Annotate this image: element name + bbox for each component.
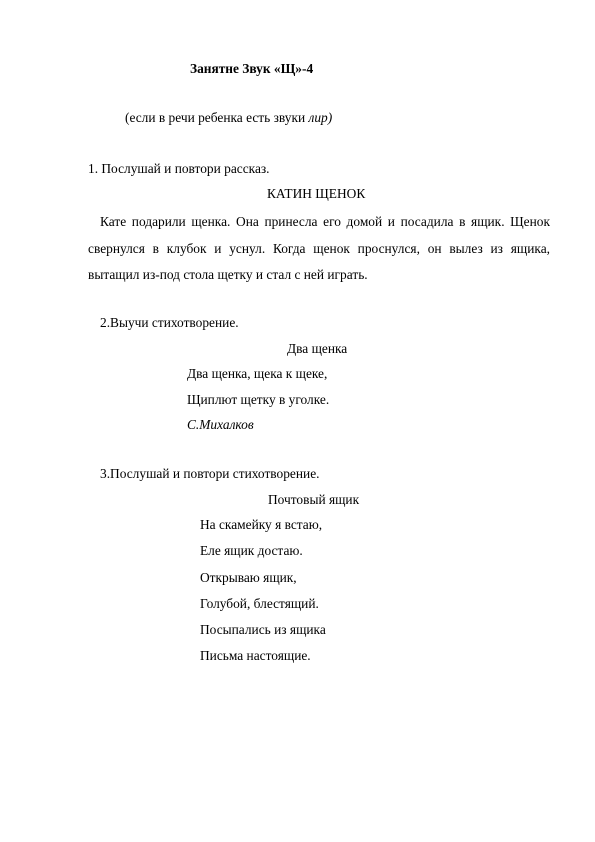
poem2-lines — [200, 518, 326, 676]
poem1-line: Два щенка, щека к щеке, — [187, 366, 328, 381]
page-title: Занятне Звук «Щ»-4 — [190, 61, 314, 76]
story-paragraph: Кате подарили щенка. Она принесла его домой и посадила в ящик. Щенок свернулся в клубок и уснул. Когда щенок проснулся, он вылез из ящика, вытащил из-под стола щетку и стал с ней играть. — [88, 214, 550, 282]
poem1-lines — [187, 367, 329, 420]
poem2-line: На скамейку я встаю, — [200, 517, 323, 532]
poem1-line: Щиплют щетку в уголке. — [187, 392, 330, 408]
poem1-title: Два щенка — [287, 341, 348, 356]
story-title: КАТИН ЩЕНОК — [267, 186, 366, 201]
poem2-line: Голубой, блестящий. — [200, 595, 319, 611]
poem2-line: Еле ящик достаю. — [200, 543, 303, 559]
poem1-author: С.Михалков — [187, 417, 254, 432]
subtitle-text: (если в речи ребенка есть звуки — [125, 110, 309, 125]
section2-heading: 2.Выучи стихотворение. — [100, 315, 239, 330]
section3-heading: 3.Послушай и повтори стихотворение. — [100, 466, 320, 481]
poem2-line: Открываю ящик, — [200, 569, 297, 585]
poem2-title: Почтовый ящик — [268, 492, 360, 507]
poem2-line: Письма настоящие. — [200, 648, 311, 664]
poem2-line: Посыпались из ящика — [200, 622, 326, 638]
subtitle — [125, 111, 332, 124]
subtitle-italic: лир) — [308, 110, 333, 125]
section1-heading: 1. Послушай и повтори рассказ. — [88, 161, 270, 176]
